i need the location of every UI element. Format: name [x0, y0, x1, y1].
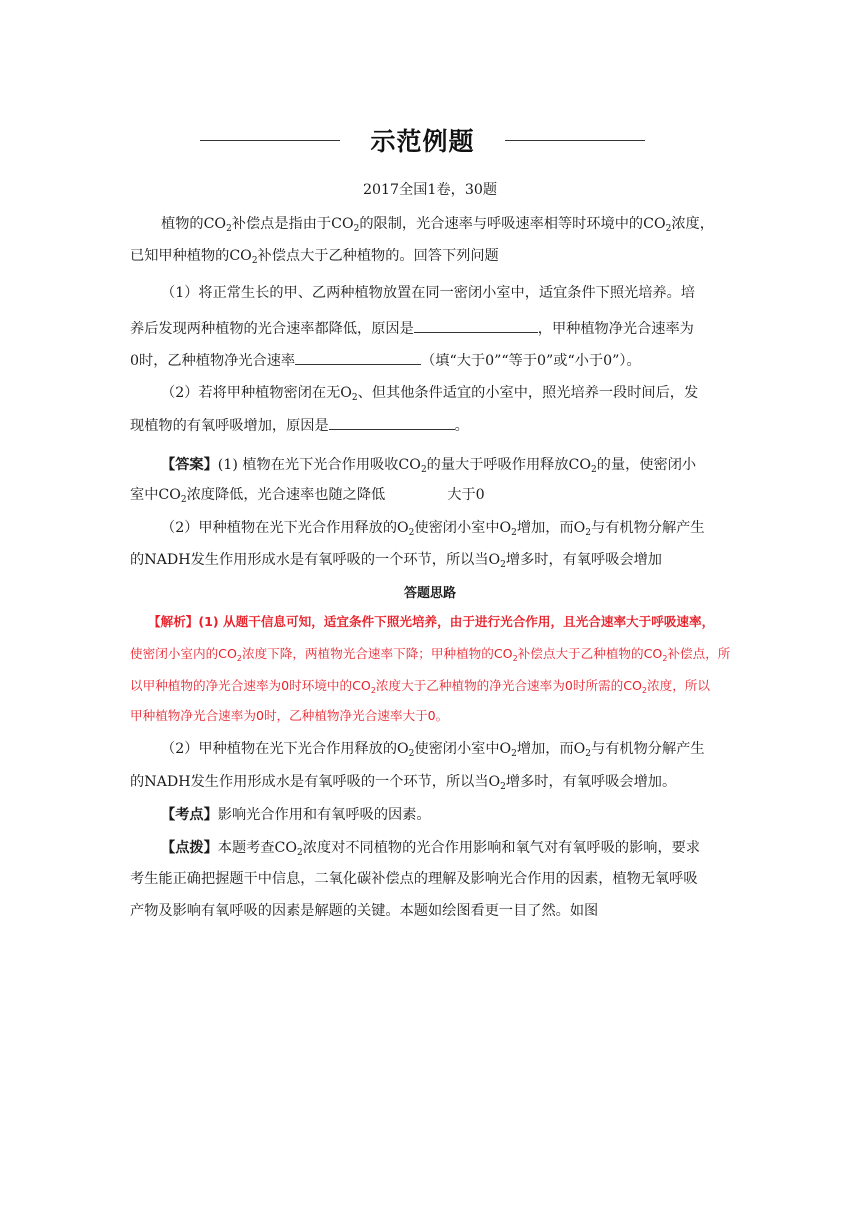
analysis-line-2: 使密闭小室内的$CO_2$浓度下降，两植物光合速率下降；甲种植物的$CO_2$补偿点大于乙种植物的$CO_2$补偿点，所	[130, 646, 731, 663]
question-2-line-2: 现植物的有氧呼吸增加，原因是 。	[130, 415, 469, 436]
question-2-line-1: （2）若将甲种植物密闭在无$O_2$、但其他条件适宜的小室中，照光培养一段时间后，发	[161, 385, 699, 403]
dianbo-line-1: 【点拨】本题考查$CO_2$浓度对不同植物的光合作用影响和氧气对有氧呼吸的影响，要求	[161, 840, 701, 858]
section-title-thinking: 答题思路	[403, 586, 456, 601]
question-1-line-2: 养后发现两种植物的光合速率都降低，原因是 ，甲种植物净光合速率为	[130, 318, 694, 339]
kaodian-label: 【考点】	[161, 807, 218, 823]
analysis-line-1: 【解析】(1) 从题干信息可知，适宜条件下照光培养，由于进行光合作用，且光合速率大于呼吸速率，	[148, 614, 715, 629]
page-title: 示范例题	[370, 127, 475, 156]
answer-line-4: 的NADH发生作用形成水是有氧呼吸的一个环节，所以当$O_2$增多时，有氧呼吸会增加	[130, 552, 662, 570]
analysis-line-5: （2）甲种植物在光下光合作用释放的$O_2$使密闭小室中$O_2$增加，而$O_2$与有机物分解产生	[161, 741, 705, 759]
answer-label: 【答案】	[161, 457, 218, 473]
heading-row	[200, 120, 645, 160]
question-1-line-1: （1）将正常生长的甲、乙两种植物放置在同一密闭小室中，适宜条件下照光培养。培	[161, 285, 695, 301]
answer-line-1: 【答案】(1) 植物在光下光合作用吸收$CO_2$的量大于呼吸作用释放$CO_2$的量，使密闭小	[161, 457, 697, 475]
answer-blank-3	[329, 415, 455, 430]
question-1-line-3: 0时，乙种植物净光合速率 （填“大于0”“等于0”或“小于0”）。	[130, 350, 641, 371]
question-line-1: 植物的$CO_2$补偿点是指由于$CO_2$的限制，光合速率与呼吸速率相等时环境中的$CO_2$浓度，	[161, 216, 714, 234]
answer-line-2: 室中$CO_2$浓度降低，光合速率也随之降低 大于0	[130, 487, 485, 505]
dianbo-line-3: 产物及影响有氧呼吸的因素是解题的关键。本题如绘图看更一目了然。如图	[130, 903, 599, 919]
heading-rule-right	[505, 140, 645, 141]
analysis-line-4: 甲种植物净光合速率为0时，乙种植物净光合速率大于0。	[130, 708, 449, 723]
analysis-line-3: 以甲种植物的净光合速率为0时环境中的$CO_2$浓度大于乙种植物的净光合速率为0时所需的$CO_2$浓度，所以	[130, 678, 710, 695]
answer-line-3: （2）甲种植物在光下光合作用释放的$O_2$使密闭小室中$O_2$增加，而$O_2$与有机物分解产生	[161, 520, 705, 538]
kaodian-line: 【考点】影响光合作用和有氧呼吸的因素。	[161, 807, 431, 823]
analysis-line-6: 的NADH发生作用形成水是有氧呼吸的一个环节，所以当$O_2$增多时，有氧呼吸会增加。	[130, 774, 677, 792]
heading-rule-left	[200, 140, 340, 141]
answer-blank-1	[414, 318, 538, 333]
answer-blank-2	[295, 350, 421, 365]
question-source: 2017全国1卷，30题	[362, 182, 498, 198]
dianbo-label: 【点拨】	[161, 840, 218, 856]
dianbo-line-2: 考生能正确把握题干中信息，二氧化碳补偿点的理解及影响光合作用的因素，植物无氧呼吸	[130, 871, 698, 887]
question-line-2: 已知甲种植物的$CO_2$补偿点大于乙种植物的。回答下列问题	[130, 248, 499, 266]
